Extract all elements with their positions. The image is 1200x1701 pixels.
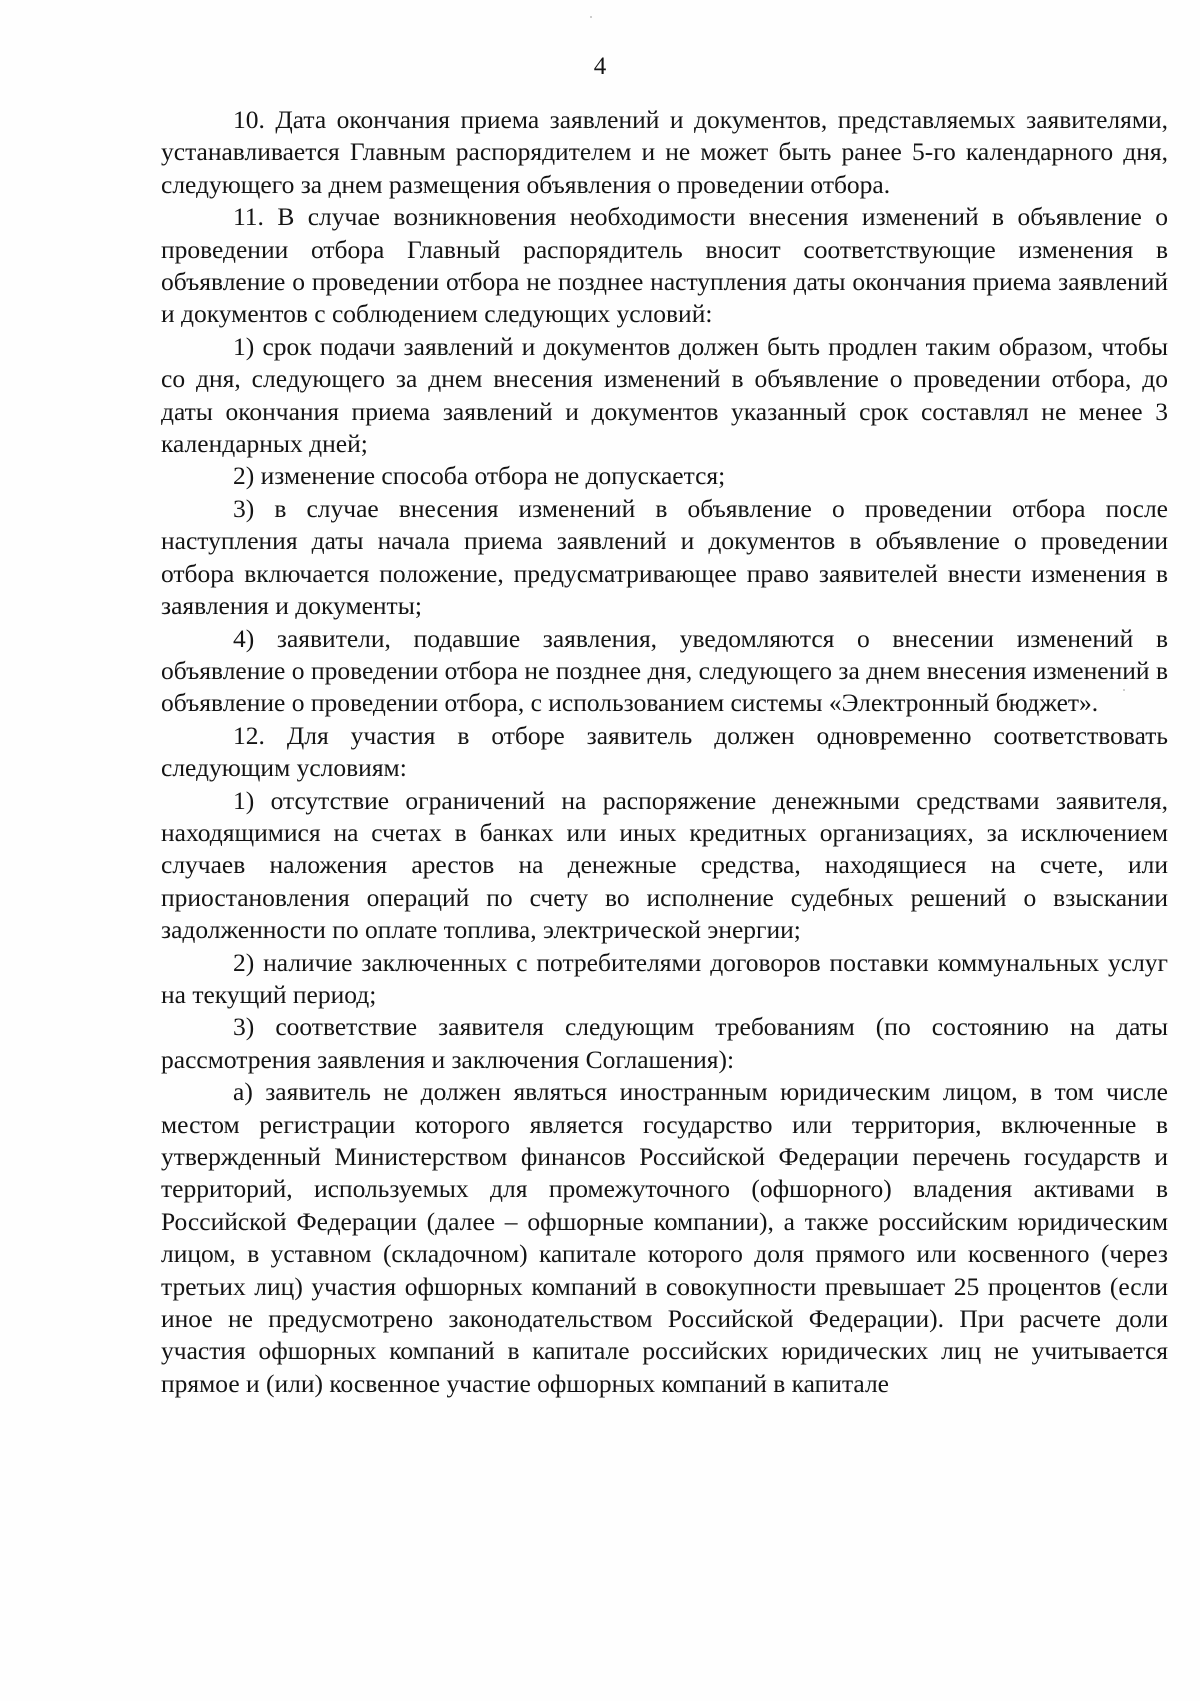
paragraph-11-item-1: 1) срок подачи заявлений и документов должен быть продлен таким образом, чтобы со дня, следующего за днем внесения изменений в объявление о проведении отбора, до даты окончания приема заявлений и документов указанный срок составлял не менее 3 календарных дней;: [161, 331, 1168, 459]
paragraph-12-item-3: 3) соответствие заявителя следующим требованиям (по состоянию на даты рассмотрения заявления и заключения Соглашения):: [161, 1012, 1168, 1074]
paragraph-11-changes: 11. В случае возникновения необходимости внесения изменений в объявление о проведении отбора Главный распорядитель вносит соответствующие изменения в объявление о проведении отбора не позднее наступления даты окончания приема заявлений и документов с соблюдением следующих условий:: [161, 202, 1168, 329]
paragraph-11-item-3: 3) в случае внесения изменений в объявление о проведении отбора после наступления даты начала приема заявлений и документов в объявление о проведении отбора включается положение, предусматривающее право заявителей внести изменения в заявления и документы;: [161, 493, 1168, 621]
paragraph-12-item-1: 1) отсутствие ограничений на распоряжение денежными средствами заявителя, находящимися на счетах в банках или иных кредитных организациях, за исключением случаев наложения арестов на денежные средства, находящиеся на счете, или приостановления операций по счету во исполнение судебных решений о взыскании задолженности по оплате топлива, электрической энергии;: [161, 785, 1168, 945]
page-number: 4: [593, 53, 607, 80]
paragraph-12-item-2: 2) наличие заключенных с потребителями договоров поставки коммунальных услуг на текущий период;: [161, 947, 1168, 1009]
paragraph-10-deadline: 10. Дата окончания приема заявлений и документов, представляемых заявителями, устанавливается Главным распорядителем и не может быть ранее 5-го календарного дня, следующего за днем размещения объявления о проведении отбора.: [161, 105, 1168, 199]
paragraph-12-item-3a: а) заявитель не должен являться иностранным юридическим лицом, в том числе местом регистрации которого является государство или территория, включенные в утвержденный Министерством финансов Российской Федерации перечень государств и территорий, используемых для промежуточного (офшорного) владения активами в Российской Федерации (далее – офшорные компании), а также российским юридическим лицом, в уставном (складочном) капитале которого доля прямого или косвенного (через третьих лиц) участия офшорных компаний в совокупности превышает 25 процентов (если иное не предусмотрено законодательством Российской Федерации). При расчете доли участия офшорных компаний в капитале российских юридических лиц не учитывается прямое и (или) косвенное участие офшорных компаний в капитале: [161, 1077, 1168, 1398]
paragraph-11-item-2: 2) изменение способа отбора не допускается;: [233, 461, 726, 491]
scan-speck: [590, 16, 592, 18]
document-body: [161, 104, 1168, 1400]
paragraph-12-conditions: 12. Для участия в отборе заявитель должен одновременно соответствовать следующим условиям:: [161, 720, 1168, 783]
paragraph-11-item-4: 4) заявители, подавшие заявления, уведомляются о внесении изменений в объявление о проведении отбора не позднее дня, следующего за днем внесения изменений в объявление о проведении отбора, с использованием системы «Электронный бюджет».: [161, 623, 1168, 718]
